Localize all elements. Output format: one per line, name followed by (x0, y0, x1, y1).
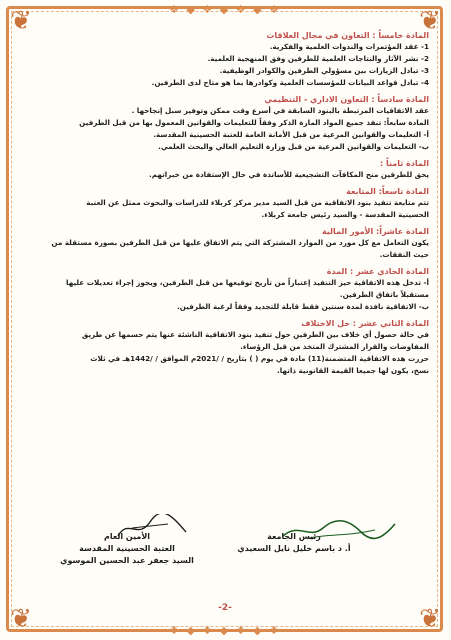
section-line: تتم متابعة تنفيذ بنود الاتفاقية من قبل السيد مدير مركز كربلاء للدراسات والبحوث ممثل عن العتبة (86, 198, 429, 207)
section-heading: المادة سادساً : التعاون الاداري - التنظيمي (264, 95, 429, 104)
section-line: في حالة حصول أي خلاف بين الطرفين حول تنفيذ بنود الاتفاقية الناشئة عنها يتم حسمها عن طريق (81, 330, 429, 339)
section-line: ب- الاتفاقية نافذة لمدة سنتين فقط قابلة للتجديد وفقاً لرغبة الطرفين. (177, 302, 429, 311)
section-line: المادة سابعاً: تنفذ جميع المواد المارة الذكر وفقاً للتعليمات والقوانين المعمول بها من قبل الطرفين (79, 118, 429, 127)
section-line: 3- تبادل الزيارات بين مسؤولي الطرفين والكوادر الوظيفية. (219, 66, 429, 75)
section-line: الحسينية المقدسة - والسيد رئيس جامعة كربلاء. (261, 210, 429, 219)
secretary-general-signature (42, 522, 212, 567)
corner-ornament-icon: ❦ (10, 6, 32, 36)
document-body (22, 30, 429, 377)
section-heading: المادة ثامناً : (380, 159, 429, 168)
bottom-border-ornament: ❖ ◆ ❖ ◆ ❖ ◆ ❖ (169, 624, 281, 637)
section-line: المفاوضات والقرار المشترك المتخذ من قبل الرؤساء. (240, 342, 429, 351)
section-line: يكون التعامل مع كل مورد من الموارد المشتركة التي يتم الاتفاق عليها من قبل الطرفين بصورة مستقلة من (51, 238, 429, 247)
signatory-title: رئيس الجامعة (267, 532, 321, 541)
section-line: حررت هذه الاتفاقية المتضمنة(11) مادة في يوم ( ) بتاريخ / /2021م الموافق / /1442هـ في ثلاث (90, 354, 429, 363)
corner-ornament-icon: ❦ (419, 6, 441, 36)
signatory-name: أ. د باسم خليل نايل السعيدي (237, 544, 351, 553)
section-line: أ- التعليمات والقوانين المرعية من قبل الأمانة العامة للعتبة الحسينية المقدسة. (153, 130, 429, 139)
section-heading: المادة الحادي عشر : المدة (326, 267, 429, 276)
section-heading: المادة عاشراً: الأمور المالية (321, 227, 429, 236)
signature-area (22, 522, 429, 592)
section-line: 2- نشر الآثار والنتاجات العلمية للطرفين وفق المنهجية العلمية. (207, 54, 429, 63)
section-line: يحق للطرفين منح المكافآت التشجيعية للأساتذة في حال الإستفادة من خبراتهم. (148, 170, 429, 179)
signatory-title: الأمين العام (103, 532, 151, 541)
section-heading: المادة تاسعاً: المتابعة (346, 187, 429, 196)
section-line: أ- تدخل هذه الاتفاقية حيز التنفيذ إعتباراً من تأريخ توقيعها من قبل الطرفين، ويجوز إجراء تعديلات عليها (66, 278, 429, 287)
section-line: 4- تبادل قواعد البيانات للمؤسسات العلمية وكوادرها بما هو متاح لدى الطرفين. (151, 78, 429, 87)
section-line: 1- عقد المؤتمرات والندوات العلمية والفكرية. (269, 42, 429, 51)
section-line: عقد الاتفاقيات المرتبطة بالبنود السابقة في أسرع وقت ممكن وتوفير سبل إنجاحها . (131, 106, 429, 115)
section-line: نسخ، يكون لها جميعا القيمة القانونية ذاتها. (277, 366, 429, 375)
signatory-name: السيد جعفر عبد الحسين الموسوي (60, 556, 194, 565)
corner-ornament-icon: ❦ (419, 604, 441, 634)
section-heading: المادة خامساً : التعاون في مجال العلاقات (266, 31, 429, 40)
university-president-signature (219, 522, 369, 555)
section-line: ب- التعليمات والقوانين المرعية من قبل وزارة التعليم العالي والبحث العلمي. (158, 142, 429, 151)
signatory-organization: العتبة الحسينية المقدسة (79, 544, 175, 553)
page-number: -2- (218, 603, 232, 613)
corner-ornament-icon: ❦ (10, 604, 32, 634)
section-line: مستقبلاً باتفاق الطرفين. (339, 290, 429, 299)
section-heading: المادة الثاني عشر : حل الاختلاف (301, 319, 429, 328)
top-border-ornament: ❖ ◆ ❖ ◆ ❖ ◆ ❖ (169, 3, 281, 16)
section-line: حيث النفقات. (379, 250, 429, 259)
